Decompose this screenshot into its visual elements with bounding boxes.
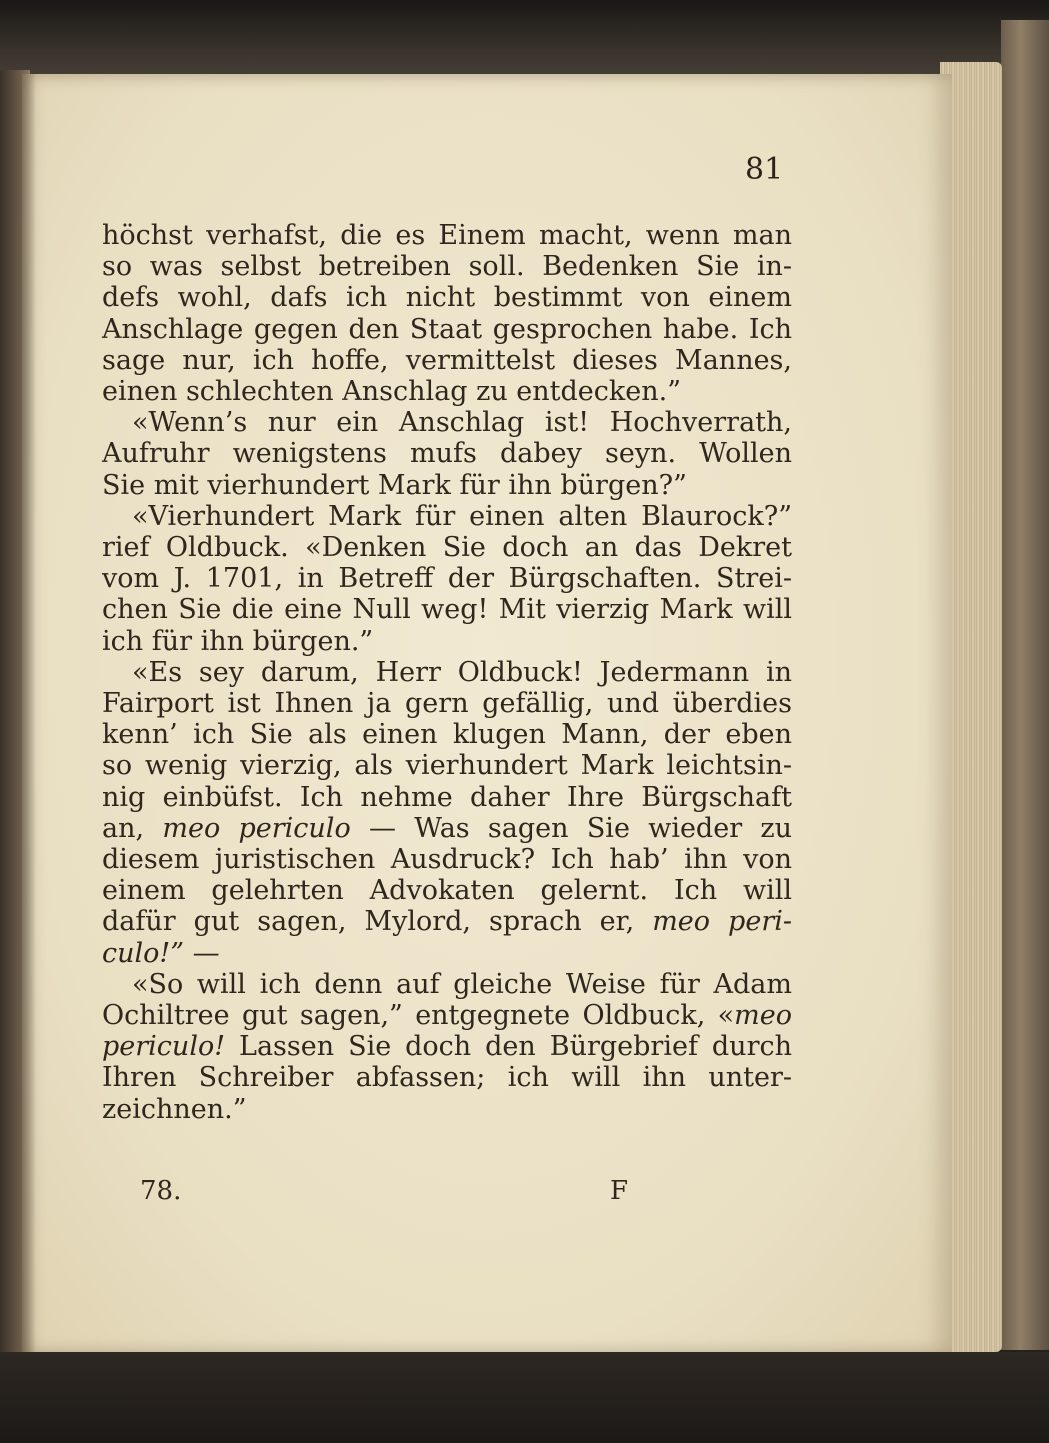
text-line: nig einbüfst. Ich nehme daher Ihre Bürgschaft (102, 781, 792, 813)
text-line: zeichnen.” (102, 1093, 247, 1125)
text-line: «Es sey darum, Herr Oldbuck! Jedermann in (132, 656, 792, 688)
text-line: chen Sie die eine Null weg! Mit vierzig Mark will (102, 594, 792, 626)
signature-letter: F (610, 1176, 629, 1206)
text-line: Sie mit vierhundert Mark für ihn bürgen?” (102, 469, 687, 501)
text-line: einen schlechten Anschlag zu entdecken.” (102, 376, 682, 408)
text-segment: an, (102, 812, 145, 844)
text-segment: — Was sagen Sie wieder zu (369, 812, 792, 844)
text-line: einem gelehrten Advokaten gelernt. Ich will (102, 875, 792, 907)
text-line: so was selbst betreiben soll. Bedenken Sie in- (102, 251, 792, 283)
text-line: culo!” — (102, 937, 220, 969)
latin-phrase: meo (734, 1000, 792, 1032)
text-line: vom J. 1701, in Betreff der Bürgschaften. Strei- (102, 563, 792, 595)
text-line: kenn’ ich Sie als einen klugen Mann, der eben (102, 719, 792, 751)
signature-mark: 78. (140, 1176, 182, 1206)
text-line: «Wenn’s nur ein Anschlag ist! Hochverrath, (132, 407, 792, 439)
text-line: Anschlage gegen den Staat gesprochen habe. Ich (102, 313, 792, 345)
text-segment: Lassen Sie doch den Bürgebrief durch (239, 1031, 792, 1063)
page-number: 81 (745, 152, 784, 187)
text-line: rief Oldbuck. «Denken Sie doch an das Dekret (102, 532, 792, 564)
page-gutter-shadow (22, 74, 36, 1354)
text-line-mixed (102, 1031, 792, 1062)
latin-phrase: meo periculo (162, 812, 351, 844)
text-line: Ihren Schreiber abfassen; ich will ihn unter- (102, 1062, 792, 1094)
text-line: so wenig vierzig, als vierhundert Mark leichtsin- (102, 750, 792, 782)
text-line: diesem juristischen Ausdruck? Ich hab’ ihn von (102, 844, 792, 876)
text-line-mixed (102, 1000, 792, 1031)
text-line: höchst verhafst, die es Einem macht, wenn man (102, 220, 792, 251)
text-line: ich für ihn bürgen.” (102, 625, 374, 657)
text-line: sage nur, ich hoffe, vermittelst dieses Mannes, (102, 344, 792, 376)
text-line: «So will ich denn auf gleiche Weise für Adam (132, 968, 792, 1000)
text-line: Aufruhr wenigstens mufs dabey seyn. Wollen (102, 438, 792, 470)
book-cover-bottom (0, 1352, 1049, 1443)
text-line: Fairport ist Ihnen ja gern gefällig, und überdies (102, 688, 792, 720)
text-line: defs wohl, dafs ich nicht bestimmt von einem (102, 282, 792, 314)
text-segment: Ochiltree gut sagen,” entgegnete Oldbuck, « (102, 1000, 735, 1032)
latin-phrase: periculo! (102, 1031, 226, 1063)
text-segment: dafür gut sagen, Mylord, sprach er, (102, 906, 635, 938)
text-line-mixed (102, 813, 792, 844)
text-line-mixed (102, 906, 792, 937)
book-cover-right (1001, 20, 1049, 1350)
body-text (102, 220, 792, 1125)
text-line: «Vierhundert Mark für einen alten Blaurock?” (132, 500, 792, 532)
latin-phrase: meo peri- (652, 906, 792, 938)
